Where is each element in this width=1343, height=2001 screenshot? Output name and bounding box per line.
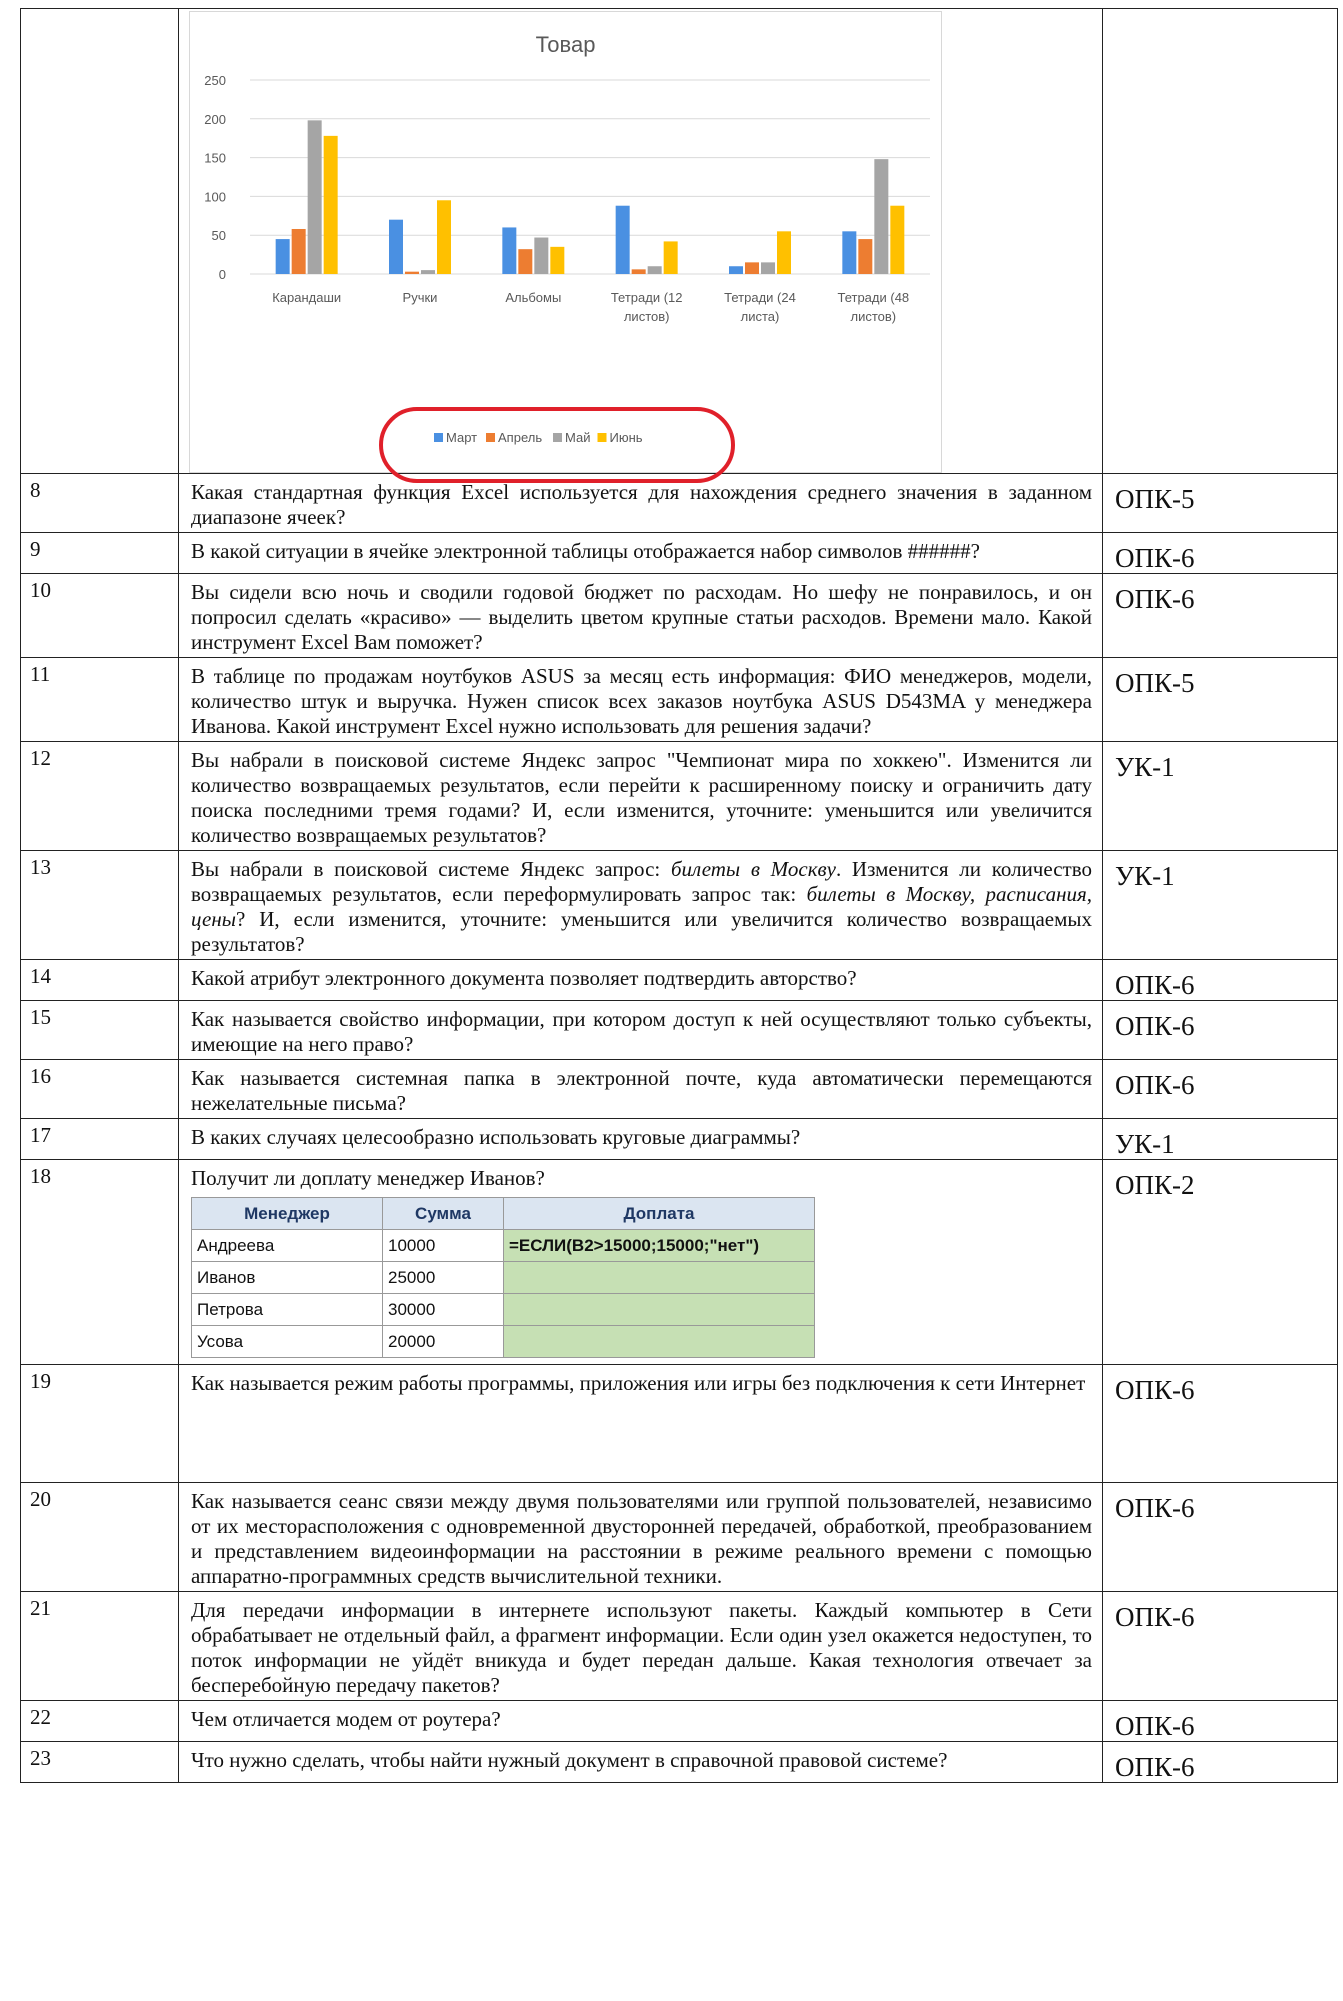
competence-code: ОПК-6	[1103, 574, 1338, 658]
query-italic: билеты в Москву	[670, 857, 836, 881]
question-number: 8	[21, 474, 179, 533]
question-row	[21, 1365, 1338, 1483]
cell	[504, 1326, 815, 1358]
question-row	[21, 1483, 1338, 1592]
question-number: 10	[21, 574, 179, 658]
y-tick-label: 250	[204, 73, 226, 88]
cell	[504, 1294, 815, 1326]
question-number: 17	[21, 1119, 179, 1160]
question-text: Чем отличается модем от роутера?	[179, 1701, 1103, 1742]
cell: Иванов	[192, 1262, 383, 1294]
question-number: 18	[21, 1160, 179, 1365]
competence-code: ОПК-5	[1103, 474, 1338, 533]
bar	[874, 159, 888, 274]
question-text: В какой ситуации в ячейке электронной таблицы отображается набор символов ######?	[179, 533, 1103, 574]
bar	[664, 241, 678, 274]
question-text: Какая стандартная функция Excel используется для нахождения среднего значения в заданном диапазоне ячеек?	[179, 474, 1103, 533]
question-text	[179, 851, 1103, 960]
num-cell	[21, 9, 179, 474]
y-tick-label: 0	[218, 267, 226, 282]
question-row	[21, 1742, 1338, 1783]
bar	[324, 136, 338, 274]
question-number: 20	[21, 1483, 179, 1592]
legend-label: Апрель	[498, 430, 543, 445]
bar	[729, 266, 743, 274]
header-sum: Сумма	[383, 1198, 504, 1230]
competence-code: ОПК-6	[1103, 1742, 1338, 1783]
question-row	[21, 851, 1338, 960]
question-text: Вы сидели всю ночь и сводили годовой бюджет по расходам. Но шефу не понравилось, и он попросил сделать «красиво» — выделить цветом крупные статьи расходов. Времени мало. Какой инструмент Excel Вам поможет?	[179, 574, 1103, 658]
x-tick-label: Альбомы	[505, 290, 562, 305]
formula-cell: =ЕСЛИ(B2>15000;15000;"нет")	[504, 1230, 815, 1262]
cell: Усова	[192, 1326, 383, 1358]
question-text: Как называется сеанс связи между двумя пользователями или группой пользователей, независимо от их месторасположения с одновременной двусторонней передачей, обработкой, преобразованием и представлением видеоинформации на расстоянии в режиме реального времени с помощью аппаратно-программных средств вычислительной техники.	[179, 1483, 1103, 1592]
bar	[777, 231, 791, 274]
competence-code: УК-1	[1103, 1119, 1338, 1160]
x-tick-label: Тетради (48	[837, 290, 910, 305]
bar	[405, 272, 419, 274]
questions-table	[20, 8, 1338, 1783]
question-text: Для передачи информации в интернете используют пакеты. Каждый компьютер в Сети обрабатывает не отдельный файл, а фрагмент информации. Если один узел окажется недоступен, то поток информации не уйдёт вникуда и будет передан дальше. Какая технология отвечает за бесперебойную передачу пакетов?	[179, 1592, 1103, 1701]
question-row	[21, 1119, 1338, 1160]
text-part: Вы набрали в поисковой системе Яндекс запрос:	[191, 857, 671, 881]
question-number: 22	[21, 1701, 179, 1742]
bar	[292, 229, 306, 274]
question-number: 15	[21, 1001, 179, 1060]
question-text: Как называется режим работы программы, приложения или игры без подключения к сети Интернет	[179, 1365, 1103, 1483]
competence-code: ОПК-6	[1103, 533, 1338, 574]
bar	[632, 269, 646, 274]
bar	[745, 262, 759, 274]
question-row	[21, 1592, 1338, 1701]
bar	[502, 227, 516, 274]
question-number: 12	[21, 742, 179, 851]
chart-title: Товар	[535, 32, 596, 57]
question-number: 11	[21, 658, 179, 742]
competence-code: УК-1	[1103, 742, 1338, 851]
question-row	[21, 742, 1338, 851]
question-text: Что нужно сделать, чтобы найти нужный документ в справочной правовой системе?	[179, 1742, 1103, 1783]
x-tick-label: Тетради (24	[724, 290, 796, 305]
y-tick-label: 150	[204, 150, 226, 166]
y-tick-label: 50	[211, 228, 226, 244]
legend-highlight-oval	[379, 407, 735, 483]
question-text: Какой атрибут электронного документа позволяет подтвердить авторство?	[179, 960, 1103, 1001]
competence-code: ОПК-2	[1103, 1160, 1338, 1365]
bar	[389, 220, 403, 274]
bar	[308, 120, 322, 274]
competence-code: ОПК-6	[1103, 1060, 1338, 1119]
question-number: 16	[21, 1060, 179, 1119]
excel-mini-table	[191, 1197, 815, 1358]
question-number: 13	[21, 851, 179, 960]
bar	[761, 262, 775, 274]
question-text: В каких случаях целесообразно использовать круговые диаграммы?	[179, 1119, 1103, 1160]
bar	[550, 247, 564, 274]
x-tick-label: Карандаши	[272, 290, 342, 305]
bar	[518, 249, 532, 274]
bar	[890, 206, 904, 274]
competence-code: ОПК-5	[1103, 658, 1338, 742]
question-text: Как называется системная папка в электронной почте, куда автоматически перемещаются нежелательные письма?	[179, 1060, 1103, 1119]
query-italic: билеты в Москву, расписания, цены	[191, 882, 1092, 931]
question-text: Вы набрали в поисковой системе Яндекс запрос "Чемпионат мира по хоккею". Изменится ли количество возвращаемых результатов, если перейти к расширенному поиску и ограничить дату поиска последними тремя годами? И, если изменится, уточните: уменьшится или увеличится количество возвращаемых результатов?	[179, 742, 1103, 851]
question-text: В таблице по продажам ноутбуков ASUS за месяц есть информация: ФИО менеджеров, модели, количество штук и выручка. Нужен список всех заказов ноутбука ASUS D543MA у менеджера Иванова. Какой инструмент Excel нужно использовать для решения задачи?	[179, 658, 1103, 742]
cell: 25000	[383, 1262, 504, 1294]
question-row	[21, 1060, 1338, 1119]
cell	[504, 1262, 815, 1294]
header-manager: Менеджер	[192, 1198, 383, 1230]
x-tick-label: листа)	[740, 309, 780, 324]
bar	[616, 206, 630, 274]
competence-code: ОПК-6	[1103, 1365, 1338, 1483]
x-tick-label: Тетради (12	[610, 290, 683, 305]
question-number: 9	[21, 533, 179, 574]
question-number: 14	[21, 960, 179, 1001]
bar	[421, 270, 435, 274]
question-row	[21, 1160, 1338, 1365]
bar-chart	[189, 11, 942, 473]
legend-label: Март	[446, 430, 478, 445]
cell: 20000	[383, 1326, 504, 1358]
question-number: 23	[21, 1742, 179, 1783]
question-text: Как называется свойство информации, при котором доступ к ней осуществляют только субъекты, имеющие на него право?	[179, 1001, 1103, 1060]
bar	[437, 200, 451, 274]
question-18-text: Получит ли доплату менеджер Иванов?	[191, 1166, 545, 1190]
chart-row	[21, 9, 1338, 474]
bar	[842, 231, 856, 274]
bar	[858, 239, 872, 274]
question-number: 21	[21, 1592, 179, 1701]
y-tick-label: 200	[204, 111, 226, 127]
question-row	[21, 1701, 1338, 1742]
question-row	[21, 574, 1338, 658]
header-payment: Доплата	[504, 1198, 815, 1230]
question-row	[21, 658, 1338, 742]
competence-code: ОПК-6	[1103, 1001, 1338, 1060]
code-cell	[1103, 9, 1338, 474]
y-tick-label: 100	[204, 189, 226, 205]
bar	[276, 239, 290, 274]
bar	[648, 266, 662, 274]
competence-code: ОПК-6	[1103, 960, 1338, 1001]
bar	[534, 238, 548, 274]
cell: Андреева	[192, 1230, 383, 1262]
question-row	[21, 533, 1338, 574]
competence-code: ОПК-6	[1103, 1483, 1338, 1592]
cell: 30000	[383, 1294, 504, 1326]
cell: 10000	[383, 1230, 504, 1262]
chart-cell	[179, 9, 1103, 474]
question-row	[21, 960, 1338, 1001]
text-part: ? И, если изменится, уточните: уменьшится или увеличится количество возвращаемых результатов?	[191, 907, 1092, 956]
text-part: . Изменится ли количество возвращаемых результатов, если переформулировать запрос так:	[191, 857, 1092, 906]
x-tick-label: листов)	[623, 309, 670, 324]
x-tick-label: листов)	[850, 309, 897, 324]
cell: Петрова	[192, 1294, 383, 1326]
legend-label: Июнь	[609, 430, 643, 445]
competence-code: ОПК-6	[1103, 1592, 1338, 1701]
competence-code: УК-1	[1103, 851, 1338, 960]
question-row	[21, 1001, 1338, 1060]
chart-svg	[190, 12, 941, 472]
question-number: 19	[21, 1365, 179, 1483]
x-tick-label: Ручки	[402, 290, 438, 305]
question-text	[179, 1160, 1103, 1365]
legend-label: Май	[565, 430, 591, 445]
competence-code: ОПК-6	[1103, 1701, 1338, 1742]
